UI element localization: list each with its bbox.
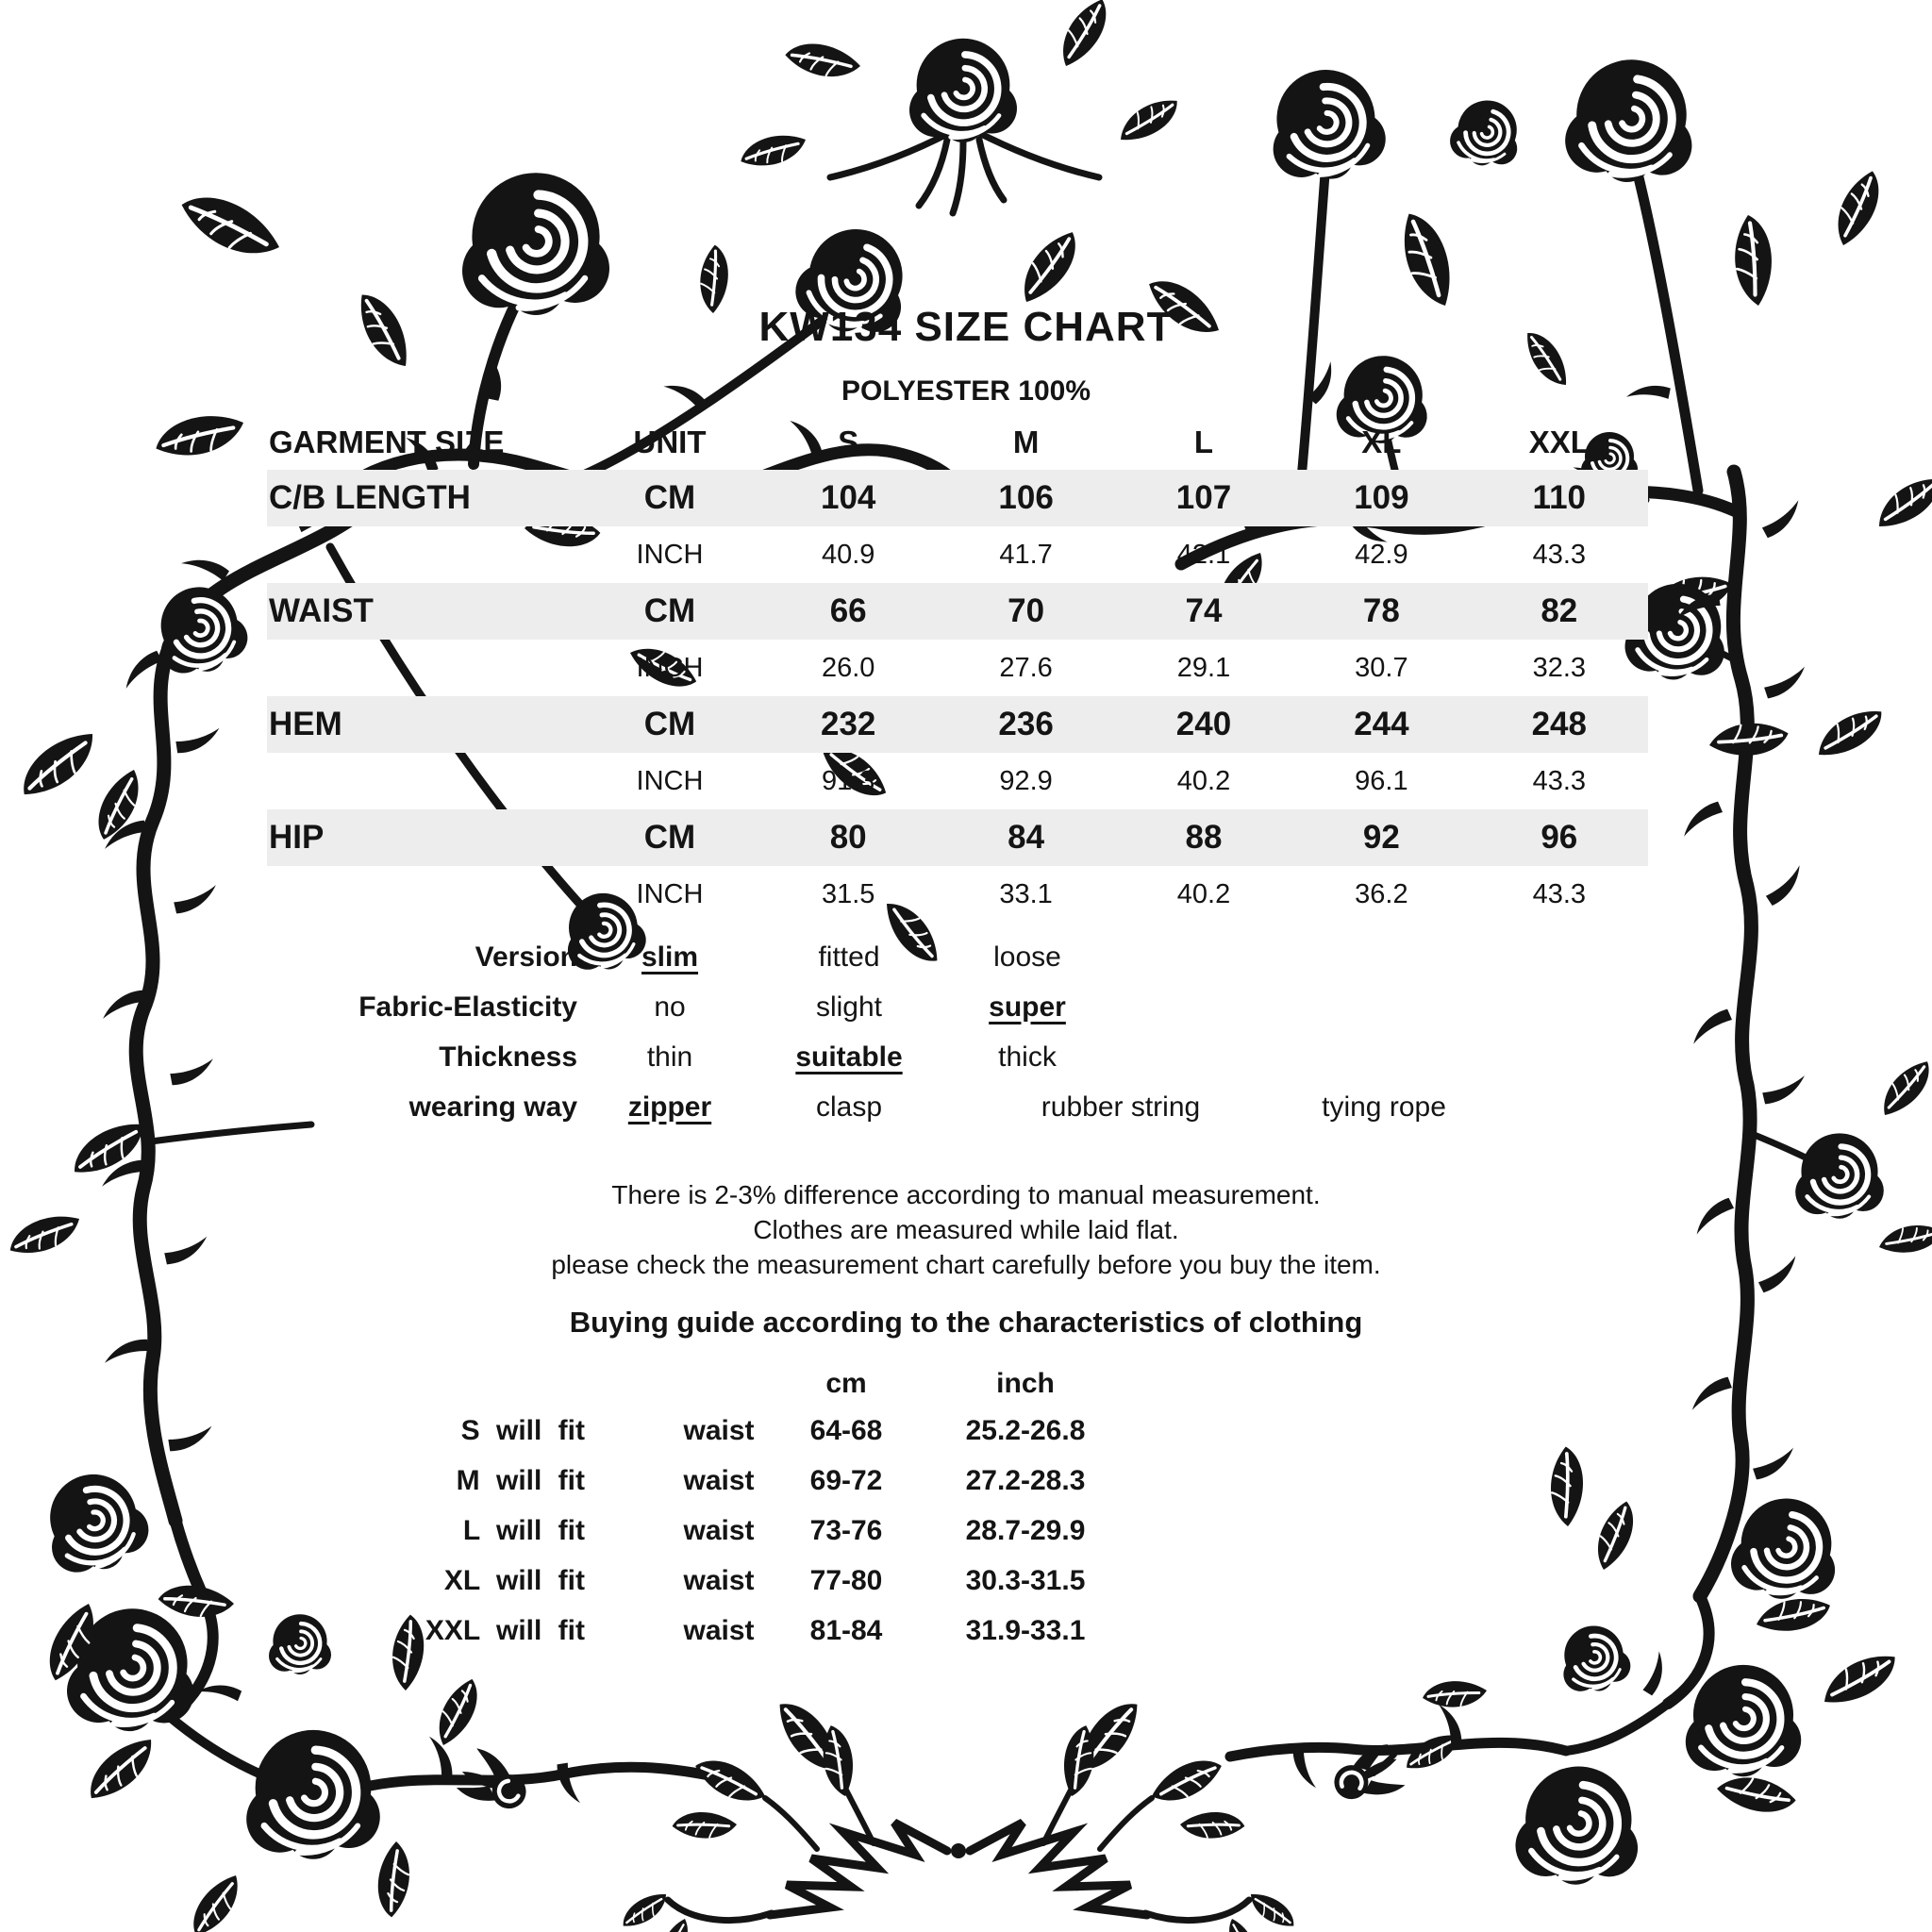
attribute-option: slight <box>815 991 883 1023</box>
column-header: M <box>1012 425 1040 459</box>
value-cell: 104 <box>820 479 876 516</box>
table-row-hem-inch <box>267 753 1648 809</box>
value-cell: 30.7 <box>1355 652 1408 683</box>
table-row-hem-cm <box>267 696 1648 753</box>
attribute-option: no <box>654 991 686 1023</box>
table-row-cb-length-inch <box>267 526 1648 583</box>
unit-cell: CM <box>643 479 696 516</box>
unit-cell: INCH <box>636 539 704 570</box>
attribute-option: loose <box>993 941 1061 973</box>
value-cell: 42.9 <box>1355 539 1408 570</box>
value-cell: 248 <box>1531 706 1587 742</box>
attribute-label: wearing way <box>408 1091 577 1123</box>
value-cell: 244 <box>1354 706 1409 742</box>
guide-measure: waist <box>683 1464 755 1496</box>
table-row-hip-cm <box>267 809 1648 866</box>
value-cell: 74 <box>1185 592 1223 629</box>
guide-size-label: XXL will fit <box>425 1614 585 1646</box>
measurement-notes <box>0 1177 1932 1282</box>
value-cell: 92 <box>1362 819 1400 856</box>
value-cell: 66 <box>829 592 867 629</box>
value-cell: 236 <box>998 706 1054 742</box>
guide-measure: waist <box>683 1414 755 1446</box>
column-header: XXL <box>1528 425 1590 459</box>
value-cell: 82 <box>1541 592 1578 629</box>
guide-unit-inch: inch <box>996 1367 1055 1399</box>
guide-row-xl <box>0 1556 1932 1606</box>
value-cell: 43.3 <box>1532 878 1587 909</box>
material-subtitle: POLYESTER 100% <box>841 375 1091 407</box>
attribute-label: Fabric-Elasticity <box>358 991 577 1023</box>
unit-cell: CM <box>643 592 696 629</box>
value-cell: 70 <box>1008 592 1045 629</box>
guide-inch-range: 25.2-26.8 <box>965 1414 1086 1446</box>
value-cell: 92.9 <box>999 765 1053 796</box>
attribute-row-elasticity <box>0 982 1932 1032</box>
value-cell: 27.6 <box>999 652 1053 683</box>
row-label: C/B LENGTH <box>269 479 471 516</box>
buying-guide-title: Buying guide according to the characteristics of clothing <box>569 1306 1363 1339</box>
attribute-option: rubber string <box>1041 1091 1201 1123</box>
unit-cell: CM <box>643 706 696 742</box>
guide-inch-range: 30.3-31.5 <box>965 1564 1086 1596</box>
guide-cm-range: 77-80 <box>809 1564 883 1596</box>
value-cell: 26.0 <box>821 652 875 683</box>
guide-cm-range: 81-84 <box>809 1614 883 1646</box>
attribute-label: Version <box>475 941 577 973</box>
row-label <box>267 753 580 809</box>
attribute-option-selected: slim <box>641 941 699 973</box>
unit-cell: INCH <box>636 878 704 909</box>
value-cell: 41.7 <box>999 539 1053 570</box>
value-cell: 106 <box>998 479 1054 516</box>
attribute-option-selected: zipper <box>627 1091 712 1123</box>
guide-measure: waist <box>683 1614 755 1646</box>
attribute-row-version <box>0 932 1932 982</box>
value-cell: 88 <box>1185 819 1223 856</box>
value-cell: 31.5 <box>821 878 875 909</box>
unit-cell: INCH <box>636 652 704 683</box>
attribute-option-selected: suitable <box>795 1041 903 1073</box>
value-cell: 110 <box>1532 479 1587 516</box>
column-header: L <box>1193 425 1214 459</box>
attribute-row-thickness <box>0 1032 1932 1082</box>
page-title: KW134 SIZE CHART <box>758 304 1174 350</box>
attribute-option: clasp <box>815 1091 883 1123</box>
value-cell: 29.1 <box>1176 652 1231 683</box>
row-label <box>267 866 580 923</box>
guide-row-xxl <box>0 1606 1932 1656</box>
guide-cm-range: 73-76 <box>809 1514 883 1546</box>
guide-inch-range: 27.2-28.3 <box>965 1464 1086 1496</box>
attribute-option-selected: super <box>989 991 1066 1023</box>
size-table <box>267 415 1648 923</box>
value-cell: 33.1 <box>999 878 1053 909</box>
table-row-hip-inch <box>267 866 1648 923</box>
value-cell: 107 <box>1175 479 1232 516</box>
guide-cm-range: 64-68 <box>809 1414 883 1446</box>
attribute-option: tying rope <box>1322 1091 1446 1123</box>
row-label <box>267 640 580 696</box>
value-cell: 42.1 <box>1176 539 1231 570</box>
guide-size-label: S will fit <box>460 1414 585 1446</box>
value-cell: 232 <box>820 706 876 742</box>
value-cell: 84 <box>1008 819 1045 856</box>
size-table-header-row <box>267 415 1648 470</box>
attribute-option: fitted <box>818 941 880 973</box>
guide-row-m <box>0 1456 1932 1506</box>
guide-inch-range: 31.9-33.1 <box>965 1614 1086 1646</box>
value-cell: 40.9 <box>821 539 875 570</box>
value-cell: 32.3 <box>1532 652 1587 683</box>
guide-measure: waist <box>683 1514 755 1546</box>
row-label: HEM <box>269 706 342 742</box>
guide-row-l <box>0 1506 1932 1556</box>
note-line: There is 2-3% difference according to manual measurement. <box>611 1180 1321 1209</box>
note-line: Clothes are measured while laid flat. <box>753 1215 1179 1244</box>
table-row-waist-cm <box>267 583 1648 640</box>
attribute-label: Thickness <box>439 1041 577 1073</box>
buying-guide-header-row <box>0 1358 1932 1408</box>
guide-unit-cm: cm <box>825 1367 867 1399</box>
value-cell: 43.3 <box>1532 765 1587 796</box>
value-cell: 109 <box>1354 479 1409 516</box>
unit-cell: CM <box>643 819 696 856</box>
column-header: GARMENT SIZE <box>269 425 505 459</box>
value-cell: 96.1 <box>1355 765 1408 796</box>
guide-size-label: XL will fit <box>443 1564 585 1596</box>
unit-cell: INCH <box>636 765 704 796</box>
guide-inch-range: 28.7-29.9 <box>965 1514 1086 1546</box>
guide-measure: waist <box>683 1564 755 1596</box>
guide-size-label: M will fit <box>456 1464 585 1496</box>
row-label <box>267 526 580 583</box>
guide-size-label: L will fit <box>462 1514 585 1546</box>
value-cell: 80 <box>829 819 867 856</box>
row-label: HIP <box>269 819 325 856</box>
guide-row-s <box>0 1406 1932 1456</box>
table-row-waist-inch <box>267 640 1648 696</box>
guide-cm-range: 69-72 <box>809 1464 883 1496</box>
attribute-option: thick <box>998 1041 1057 1073</box>
attribute-option: thin <box>646 1041 693 1073</box>
column-header: S <box>838 425 859 459</box>
value-cell: 91.3 <box>821 765 875 796</box>
table-row-cb-length-cm <box>267 470 1648 526</box>
value-cell: 36.2 <box>1355 878 1408 909</box>
note-line: please check the measurement chart carefully before you buy the item. <box>551 1250 1381 1279</box>
column-header: XL <box>1361 425 1402 459</box>
row-label: WAIST <box>269 592 374 629</box>
value-cell: 40.2 <box>1176 878 1231 909</box>
value-cell: 43.3 <box>1532 539 1587 570</box>
value-cell: 240 <box>1175 706 1232 742</box>
value-cell: 96 <box>1541 819 1578 856</box>
value-cell: 78 <box>1362 592 1400 629</box>
value-cell: 40.2 <box>1176 765 1231 796</box>
attribute-row-wearing-way <box>0 1082 1932 1132</box>
column-header: UNIT <box>633 425 707 459</box>
